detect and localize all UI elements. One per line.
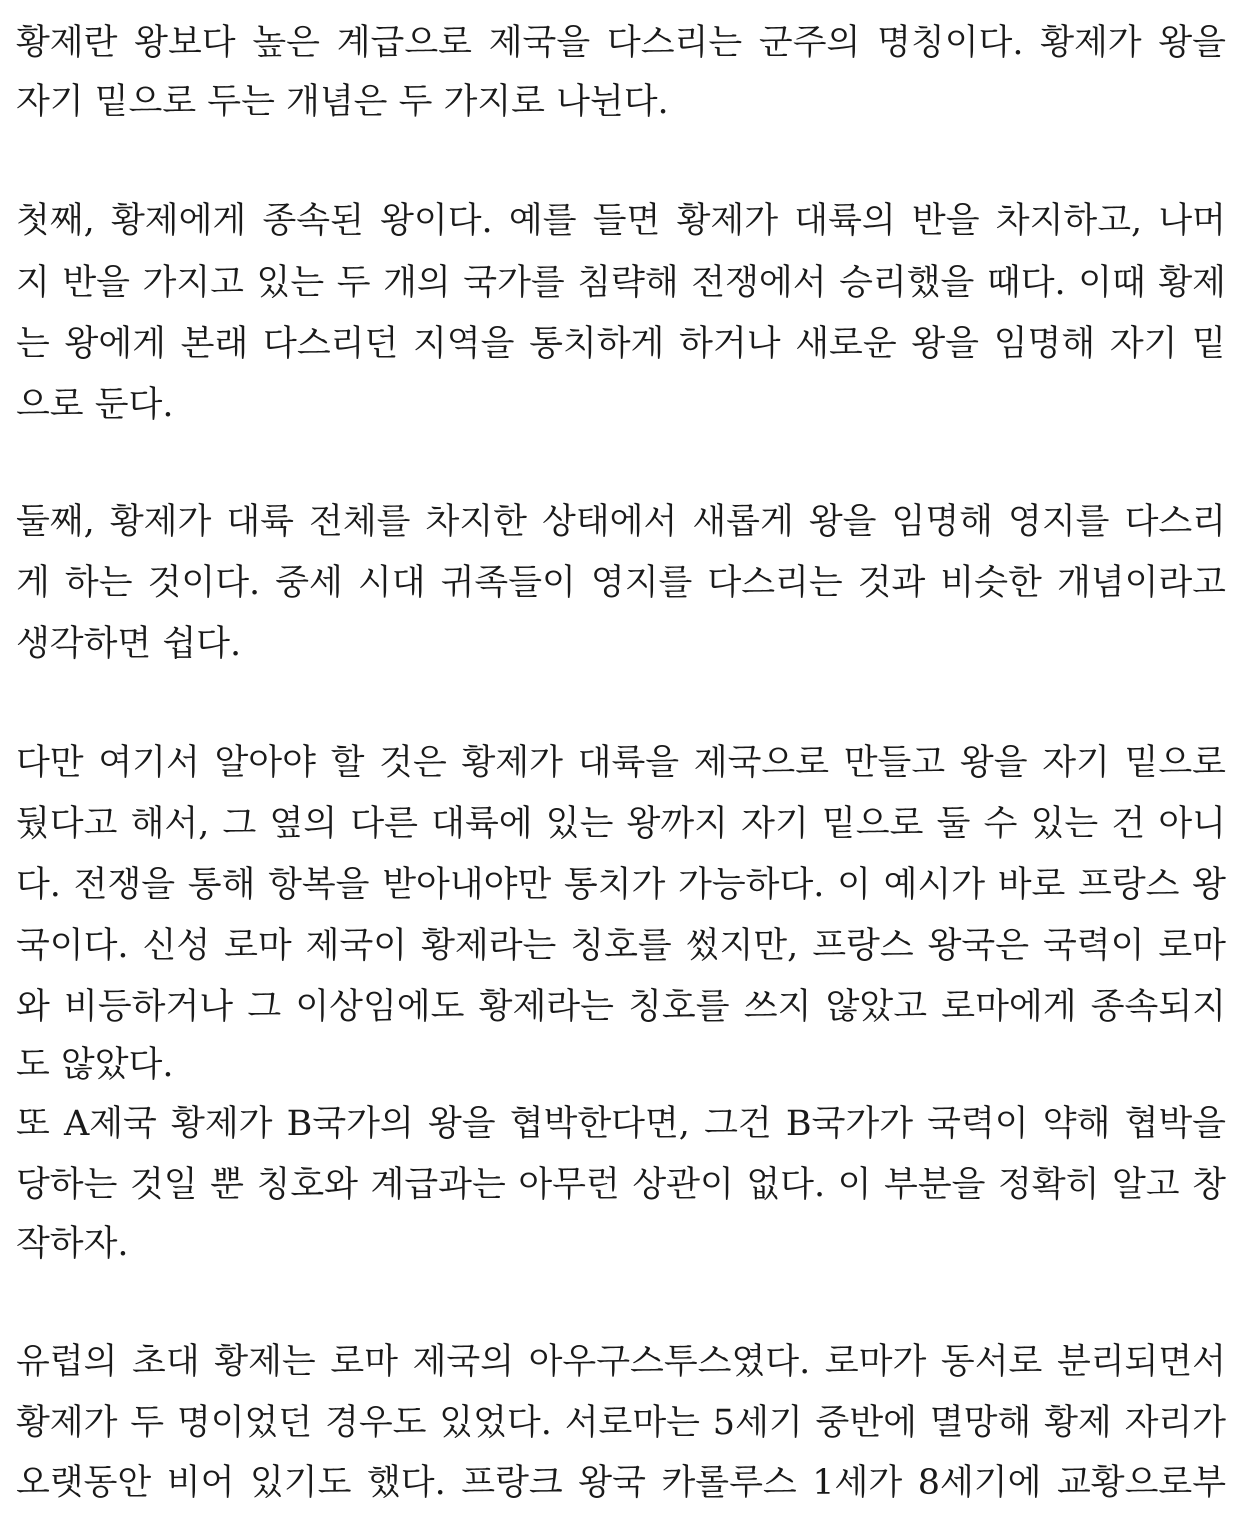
- paragraph-1-line-1: 황제란 왕보다 높은 계급으로 제국을 다스리는 군주의 명칭이다. 황제가 왕을: [16, 23, 1226, 63]
- paragraph-2-line-2: 지 반을 가지고 있는 두 개의 국가를 침략해 전쟁에서 승리했을 때다. 이때 황제: [16, 263, 1226, 303]
- paragraph-2-line-4: 으로 둔다.: [16, 385, 174, 425]
- paragraph-4-line-3: 다. 전쟁을 통해 항복을 받아내야만 통치가 가능하다. 이 예시가 바로 프랑스 왕: [16, 865, 1226, 905]
- paragraph-1-line-2: 자기 밑으로 두는 개념은 두 가지로 나뉜다.: [16, 82, 669, 122]
- paragraph-3-line-2: 게 하는 것이다. 중세 시대 귀족들이 영지를 다스리는 것과 비슷한 개념이라고: [16, 563, 1226, 603]
- paragraph-6-line-2: 황제가 두 명이었던 경우도 있었다. 서로마는 5세기 중반에 멸망해 황제 자리가: [16, 1403, 1226, 1443]
- paragraph-3-line-3: 생각하면 쉽다.: [16, 624, 242, 664]
- paragraph-5-line-1: 또 A제국 황제가 B국가의 왕을 협박한다면, 그건 B국가가 국력이 약해 협박을: [16, 1104, 1226, 1144]
- paragraph-2-line-1: 첫째, 황제에게 종속된 왕이다. 예를 들면 황제가 대륙의 반을 차지하고, 나머: [16, 201, 1226, 241]
- paragraph-6-line-1: 유럽의 초대 황제는 로마 제국의 아우구스투스였다. 로마가 동서로 분리되면서: [16, 1342, 1226, 1382]
- paragraph-4-line-5: 와 비등하거나 그 이상임에도 황제라는 칭호를 쓰지 않았고 로마에게 종속되지: [16, 987, 1226, 1027]
- paragraph-4-line-1: 다만 여기서 알아야 할 것은 황제가 대륙을 제국으로 만들고 왕을 자기 밑으로: [16, 743, 1226, 783]
- paragraph-2-line-3: 는 왕에게 본래 다스리던 지역을 통치하게 하거나 새로운 왕을 임명해 자기 밑: [16, 324, 1226, 364]
- paragraph-4-line-2: 뒀다고 해서, 그 옆의 다른 대륙에 있는 왕까지 자기 밑으로 둘 수 있는 건 아니: [16, 804, 1226, 844]
- paragraph-3-line-1: 둘째, 황제가 대륙 전체를 차지한 상태에서 새롭게 왕을 임명해 영지를 다스리: [16, 502, 1226, 542]
- paragraph-5-line-3: 작하자.: [16, 1224, 129, 1264]
- paragraph-5-line-2: 당하는 것일 뿐 칭호와 계급과는 아무런 상관이 없다. 이 부분을 정확히 알고 창: [16, 1165, 1226, 1205]
- paragraph-4-line-4: 국이다. 신성 로마 제국이 황제라는 칭호를 썼지만, 프랑스 왕국은 국력이 로마: [16, 926, 1226, 966]
- paragraph-4-line-6: 도 않았다.: [16, 1045, 174, 1085]
- paragraph-6-line-3: 오랫동안 비어 있기도 했다. 프랑크 왕국 카롤루스 1세가 8세기에 교황으로부: [16, 1463, 1226, 1503]
